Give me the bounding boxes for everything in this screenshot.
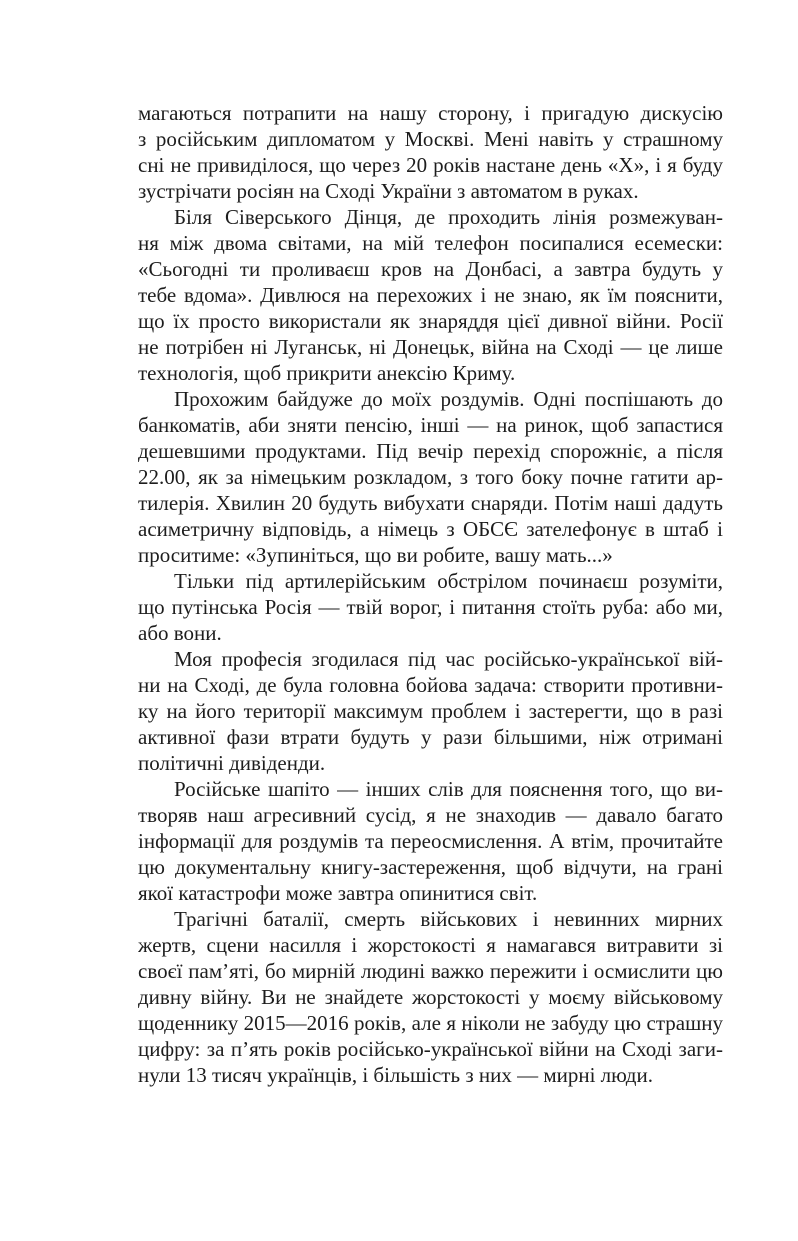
text-line: Російське шапіто — інших слів для пояснення того, що ви- [174, 777, 723, 801]
text-line: ку на його території максимум проблем і застерегти, що в разі [138, 699, 723, 723]
text-line: асиметричну відповідь, а німець з ОБСЄ зателефонує в штаб і [138, 517, 723, 541]
text-line: творяв наш агресивний сусід, я не знаходив — давало багато [138, 803, 723, 827]
text-line: нули 13 тисяч українців, і більшість з них — мирні люди. [138, 1063, 653, 1087]
text-line: не потрібен ні Луганськ, ні Донецьк, війна на Сході — це лише [138, 335, 723, 359]
text-line: Прохожим байдуже до моїх роздумів. Одні поспішають до [174, 387, 723, 411]
text-line: активної фази втрати будуть у рази більшими, ніж отримані [138, 725, 723, 749]
text-line: 22.00, як за німецьким розкладом, з того боку почне гатити ар- [138, 465, 723, 489]
text-line: цифру: за п’ять років російсько-української війни на Сході заги- [138, 1037, 723, 1061]
text-line: цю документальну книгу-застереження, щоб відчути, на грані [138, 855, 723, 879]
body-text [138, 100, 723, 1088]
text-line: тилерія. Хвилин 20 будуть вибухати снаряди. Потім наші дадуть [138, 491, 723, 515]
paragraph [138, 906, 723, 1088]
text-line: жертв, сцени насилля і жорстокості я намагався витравити зі [138, 933, 723, 957]
text-line: політичні дивіденди. [138, 751, 326, 775]
text-line: сні не привиділося, що через 20 років настане день «Х», і я буду [138, 153, 723, 177]
text-line: Біля Сіверського Дінця, де проходить лінія розмежуван- [174, 205, 723, 229]
text-line: з російським дипломатом у Москві. Мені навіть у страшному [138, 127, 723, 151]
paragraph [138, 568, 723, 646]
text-line: тебе вдома». Дивлюся на перехожих і не знаю, як їм пояснити, [138, 283, 723, 307]
text-line: якої катастрофи може завтра опинитися світ. [138, 881, 538, 905]
paragraph [138, 776, 723, 906]
text-line: дивну війну. Ви не знайдете жорстокості у моєму військовому [138, 985, 723, 1009]
text-line: ня між двома світами, на мій телефон посипалися есемески: [138, 231, 723, 255]
paragraph [138, 100, 723, 204]
text-line: або вони. [138, 621, 222, 645]
text-line: щоденнику 2015—2016 років, але я ніколи не забуду цю страшну [138, 1011, 723, 1035]
text-line: дешевшими продуктами. Під вечір перехід спорожніє, а після [138, 439, 723, 463]
paragraph [138, 386, 723, 568]
text-line: «Сьогодні ти проливаєш кров на Донбасі, а завтра будуть у [138, 257, 723, 281]
text-line: що їх просто використали як знаряддя цієї дивної війни. Росії [138, 309, 723, 333]
text-line: інформації для роздумів та переосмислення. А втім, прочитайте [138, 829, 723, 853]
text-line: проситиме: «Зупиніться, що ви робите, вашу мать...» [138, 543, 613, 567]
text-line: технологія, щоб прикрити анексію Криму. [138, 361, 516, 385]
text-line: банкоматів, аби зняти пенсію, інші — на ринок, щоб запастися [138, 413, 723, 437]
text-line: що путінська Росія — твій ворог, і питання стоїть руба: або ми, [138, 595, 723, 619]
text-line: своєї пам’яті, бо мирній людині важко пережити і осмислити цю [138, 959, 723, 983]
text-line: Трагічні баталії, смерть військових і невинних мирних [174, 907, 723, 931]
paragraph [138, 646, 723, 776]
text-line: Тільки під артилерійським обстрілом починаєш розуміти, [174, 569, 723, 593]
paragraph [138, 204, 723, 386]
text-line: магаються потрапити на нашу сторону, і пригадую дискусію [138, 101, 723, 125]
text-line: ни на Сході, де була головна бойова задача: створити противни- [138, 673, 723, 697]
text-line: Моя професія згодилася під час російсько-української вій- [174, 647, 723, 671]
text-line: зустрічати росіян на Сході України з автоматом в руках. [138, 179, 639, 203]
